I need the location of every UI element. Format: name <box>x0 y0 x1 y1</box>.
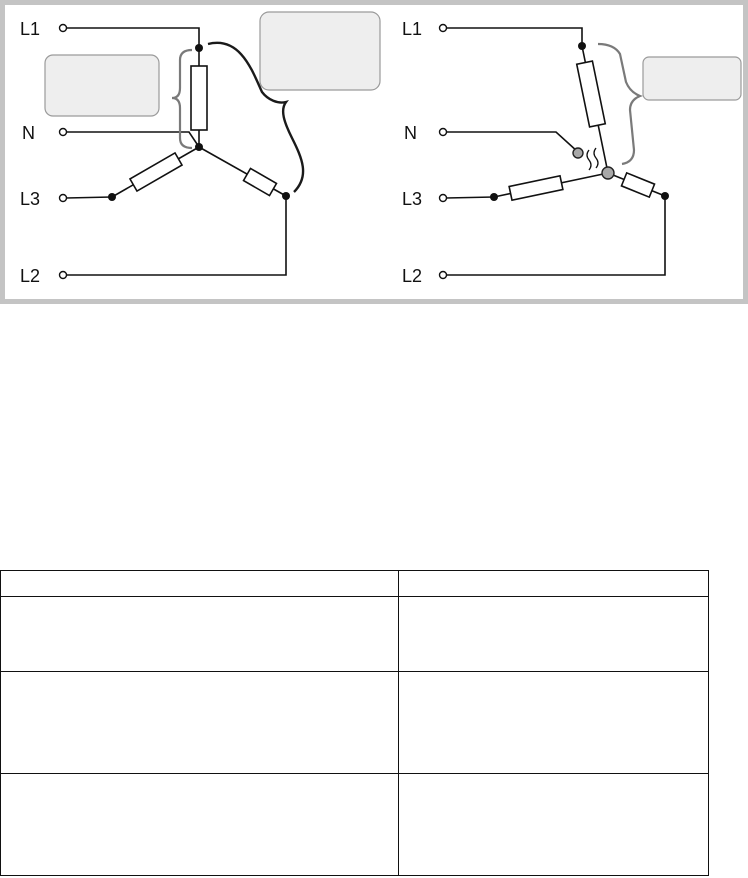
right-label-l2: L2 <box>402 266 423 286</box>
right-label-l1: L1 <box>402 19 423 39</box>
left-terminal-n <box>60 129 67 136</box>
table-cell <box>399 774 709 876</box>
left-star-point <box>195 143 203 151</box>
table-cell <box>399 672 709 774</box>
left-line-voltage-callout <box>260 12 380 90</box>
left-label-l3: L3 <box>20 189 41 209</box>
table-header-cell <box>1 571 399 597</box>
data-table <box>0 570 709 876</box>
table-cell <box>1 774 399 876</box>
table-row <box>1 774 709 876</box>
table-row <box>1 597 709 672</box>
table-row <box>1 672 709 774</box>
table-cell <box>399 597 709 672</box>
right-terminal-l3 <box>440 195 447 202</box>
left-resistor-l1 <box>191 66 207 130</box>
left-terminal-l3 <box>60 195 67 202</box>
right-l3-wire <box>446 197 494 198</box>
right-label-n: N <box>404 123 417 143</box>
left-phase-voltage-callout <box>45 55 159 116</box>
right-junction-l3 <box>490 193 498 201</box>
table-header-cell <box>399 571 709 597</box>
left-label-n: N <box>22 123 35 143</box>
left-junction-l1 <box>195 44 203 52</box>
left-label-l2: L2 <box>20 266 41 286</box>
star-connection-diagrams <box>0 0 748 306</box>
right-terminal-l1 <box>440 25 447 32</box>
right-junction-l2 <box>661 192 669 200</box>
right-voltage-callout <box>643 57 741 100</box>
left-label-l1: L1 <box>20 19 41 39</box>
left-junction-l3 <box>108 193 116 201</box>
right-broken-neutral-end <box>573 148 583 158</box>
left-junction-l2 <box>282 192 290 200</box>
right-terminal-l2 <box>440 272 447 279</box>
table-header-row <box>1 571 709 597</box>
right-junction-l1 <box>578 42 586 50</box>
circuit-diagram-frame <box>0 0 748 306</box>
right-label-l3: L3 <box>402 189 423 209</box>
left-terminal-l1 <box>60 25 67 32</box>
right-terminal-n <box>440 129 447 136</box>
right-star-point <box>602 167 614 179</box>
left-l3-wire <box>66 197 112 198</box>
table-cell <box>1 672 399 774</box>
left-terminal-l2 <box>60 272 67 279</box>
table-cell <box>1 597 399 672</box>
